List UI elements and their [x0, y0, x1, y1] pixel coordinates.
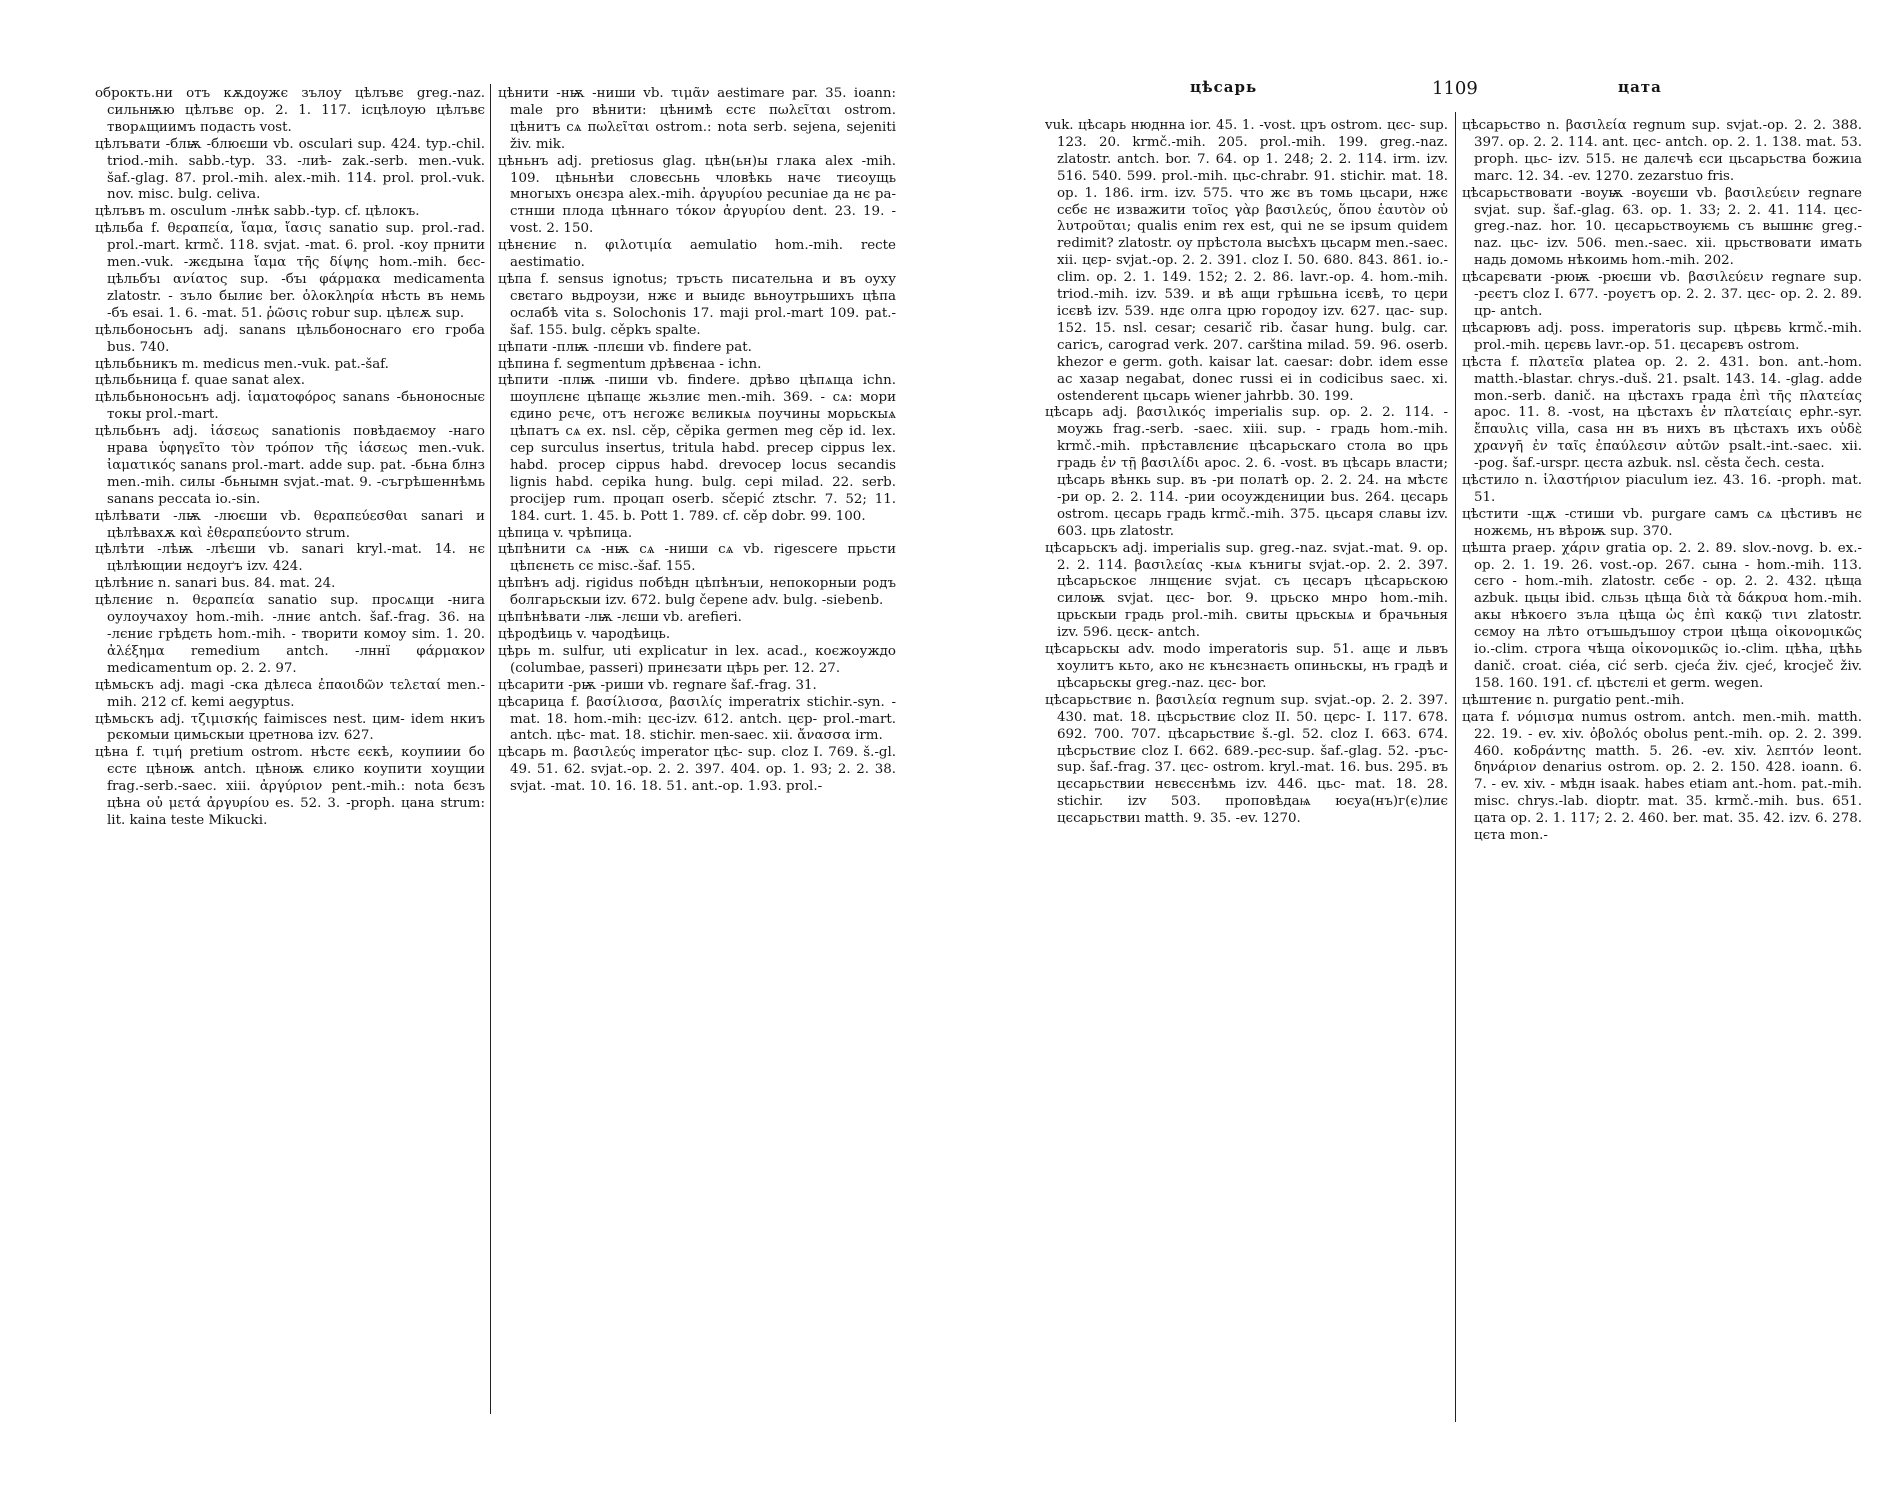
dictionary-entry: цѣпѣнъ adj. rigidus побѣдн цѣпѣнъıи, непокорныи родъ болгарьскыи izv. 672. bulg čepene adv. bulg. -siebenb. — [498, 576, 896, 609]
dictionary-entry: vuk. цѣсарь нюднна ior. 45. 1. -vost. цръ ostrom. цєс- sup. 123. 20. krmč.-mih. 205. prol.-mih. 199. greg.-naz. zlatostr. antch. bor. 7. 64. op 1. 248; 2. 2. 114. irm. izv. 516. 540. 599. prol.-mih. цьс-chrabr. 91. stichir. mat. 18. op. 1. 186. irm. izv. 575. что жє въ томь цьсари, нжє сєбє нє изважити τοῖος γὰρ βασιλεύς, ὅπου ἑαυτὸν οὐ λυτροῦται; qualis enim rex est, qui ne se ipsum quidem redimit? zlatostr. оу прѣстола высѣхъ цьсарм men.-saec. xii. цєр- svjat.-op. 2. 2. 391. cloz I. 50. 680. 843. 861. io.-clim. op. 2. 1. 149. 152; 2. 2. 86. lavr.-op. 4. hom.-mih. triod.-mih. izv. 539. и вѣ ащи грѣшьна ісєвѣ, то цєри ісєвѣ izv. 539. ндє олга црю городоу izv. 627. цас- sup. 152. 15. nsl. cesar; cesarič rib. časar hung. bulg. car. cariсъ, carograd verk. 207. carština milad. 59. 96. oserb. khezor e germ. goth. kaisar lat. caesar: dobr. idem esse ac хазар negabat, donec russi ei in codicibus saec. xi. ostenderent цьсарь wiener jahrbb. 30. 199. — [1045, 118, 1448, 404]
dictionary-entry: цѣпити -плѭ -пиши vb. findere. дрѣво цѣпѧща ichn. шоуплєнє цѣпащє жьзлиє men.-mih. 369. - сѧ: мори єдино рєчє, отъ нєгожє вєликыѧ поучины морьскыѧ цѣпатъ сѧ ex. nsl. cěp, cěpika germen meg cěp id. lex. cep surculus insertus, tritula habd. precep cippus lex. habd. procep cippus habd. drevocep locus secandis lignis habd. cepika hung. bulg. cepi milad. 22. serb. procijep rum. процап oserb. sčepić ztschr. 7. 52; 11. 184. curt. 1. 45. b. Pott 1. 789. cf. cěp dobr. 99. 100. — [498, 373, 896, 524]
dictionary-entry: цѣрь m. sulfur, uti explicatur in lex. acad., коєжоуждо (columbae, passeri) принєзати цѣрь per. 12. 27. — [498, 643, 896, 676]
dictionary-entry: цѣста f. πλατεῖα platea op. 2. 2. 431. bon. ant.-hom. matth.-blastar. chrys.-duš. 21. psalt. 143. 14. -glag. adde mon.-serb. danič. на цѣстахъ града ἐπὶ τῆς πλατείας apoc. 11. 8. -vost, на цѣстахъ ἐν πλατείαις ephr.-syr. ἔπαυλις villa, casa нн въ нихъ въ цѣстахъ ихъ οὐδὲ χρανγῆ ἐν ταῖς ἐπαύλεσιν αὐτῶν psalt.-int.-saec. xii. -роg. šaf.-urspr. цєста azbuk. nsl. cěsta čech. cesta. — [1462, 354, 1862, 472]
dictionary-entry: цѣсарьство n. βασιλεία regnum sup. svjat.-op. 2. 2. 388. 397. op. 2. 2. 114. ant. цєс- antch. op. 2. 1. 138. mat. 53. proph. цьс- izv. 515. нє далєчѣ єси цьсарьства божиıа marc. 12. 34. -ev. 1270. zezarstuo fris. — [1462, 118, 1862, 184]
dictionary-entry: цѣсарєвати -рюѭ -рюєши vb. βασιλεύειν regnare sup. -рєєтъ cloz I. 677. -роуєтъ op. 2. 2. 37. цєс- op. 2. 2. 89. цр- antch. — [1462, 270, 1862, 319]
dictionary-entry: цѣштениє n. purgatio pent.-mih. — [1462, 692, 1685, 708]
dictionary-entry: цѣльбьникъ m. medicus men.-vuk. pat.-šaf. — [95, 356, 389, 372]
dictionary-entry: цѣсарица f. βασίλισσα, βασιλίς imperatrix stichir.-syn. -mat. 18. hom.-mih: цєс-izv. 612. antch. цєр- prol.-mart. antch. цѣс- mat. 18. stichir. men-saec. xii. ἄνασσα irm. — [498, 694, 896, 744]
dictionary-entry: цѣлъвати -блѭ -блюєши vb. osculari sup. 424. typ.-chil. triod.-mih. sabb.-typ. 33. -лиѣ- zak.-serb. men.-vuk. šaf.-glag. 87. prol.-mih. alex.-mih. 114. prol. prol.-vuk. nov. misc. bulg. celiva. — [95, 136, 485, 203]
header-left-word: цѣсарь — [1190, 78, 1258, 96]
left-column-a — [95, 86, 485, 1416]
dictionary-entry: цѣстило n. ἱλαστήριον piaculum iez. 43. 16. -proph. mat. 51. — [1462, 473, 1862, 505]
column-rule — [490, 84, 491, 1414]
column-rule — [1455, 112, 1456, 1422]
dictionary-entry: цѣлъвъ m. osculum -лнѣк sabb.-typ. cf. цѣлокъ. — [95, 204, 420, 220]
dictionary-entry: цѣсарьствиє n. βασιλεία regnum sup. svjat.-op. 2. 2. 397. 430. mat. 18. цѣсрьствиє cloz II. 50. цєрс- I. 117. 678. 692. 700. 707. цѣсарьствиє š.-gl. 52. cloz I. 663. 674. цѣсрьствиє cloz I. 662. 689.-рєс-sup. šaf.-glag. 52. -ръс-sup. šaf.-frag. 37. цєс- ostrom. kryl.-mat. 16. bus. 295. въ цєсарьствии нєвєсєнѣмь izv. 446. цьс- mat. 18. 28. stichir. izv 503. проповѣдаѩ юєуа(нъ)г(є)лиє цєсарьствиı matth. 9. 35. -ev. 1270. — [1045, 692, 1448, 827]
dictionary-entry: цѣпати -плѭ -плєши vb. findere pat. — [498, 339, 752, 355]
dictionary-entry: цѣна f. τιμή pretium ostrom. нѣстє єєкѣ, коупиии бо єстє цѣноѭ antch. цѣноѭ єлико коупити хоущии frag.-serb.-saec. xiii. ἀργύριον pent.-mih.: nota бєзъ цѣна οὐ μετά ἀργυρίου es. 52. 3. -proph. цана strum: lit. kaina teste Mikucki. — [95, 745, 485, 828]
dictionary-entry: цѣпѣнѣвати -лѭ -лєши vb. arefieri. — [498, 610, 742, 626]
dictionary-entry: цѣсарьствовати -воуѭ -воуєши vb. βασιλεύειν regnare svjat. sup. šaf.-glag. 63. op. 1. 33; 2. 2. 41. 114. цєс- greg.-naz. hor. 10. цєсарьствоуѥмь съ вышнѥ greg.-naz. цьс- izv. 506. men.-saec. xii. црьствовати имать надь домомь нѣкоимь hom.-mih. 202. — [1462, 185, 1862, 269]
dictionary-entry: цѣсарьскы adv. modo imperatoris sup. 51. ащє и львъ хоулитъ кьто, ако нє кънєзнаєть опиньскы, нъ градѣ и цѣсарьскы greg.-naz. цєс- bor. — [1045, 642, 1448, 691]
dictionary-entry: цѣлѣвати -лѭ -люєши vb. θεραπεύεσθαι sanari и цѣлѣвахѫ καὶ ἐθεραπεύοντο strum. — [95, 508, 485, 541]
right-column-a — [1045, 118, 1448, 1418]
dictionary-entry: цѣсарь adj. βασιλικός imperialis sup. op. 2. 2. 114. - моужь frag.-serb. -saec. xiii. sup. - градь hom.-mih. krmč.-mih. прѣставлєниє цѣсарьскаго стола во црь градь ἐν τῇ βασιλίδι apoc. 2. 6. -vost. въ цѣсарь власти; цѣсарь вѣнкь sup. въ -ри полатѣ op. 2. 2. 24. на мѣстє -ри op. 2. 2. 114. -рии осоуждєниции bus. 264. цєсарь ostrom. цєсарь градь krmč.-mih. 375. цьсаря славы izv. 603. црь zlatostr. — [1045, 405, 1448, 539]
dictionary-entry: цѣмьскъ adj. τζιμισκής faimisces nest. цим- idem нкиъ рєкомыи цимьскыи цретнова izv. 627. — [95, 711, 485, 744]
running-header — [1000, 78, 1902, 102]
dictionary-entry: цѣньнъ adj. pretiosus glag. цѣн(ьн)ы глака alex -mih. 109. цѣньнѣи словєсьнь чловѣкь начє тиєоущь многыхъ онєзра alex.-mih. ἀργυρίου pecuniae да нє ра-стнши плода цѣннаго τόκον ἀργυρίου dent. 23. 19. -vost. 2. 150. — [498, 153, 896, 237]
page-number: 1109 — [1432, 78, 1478, 99]
dictionary-entry: цѣлѣниє n. sanari bus. 84. mat. 24. — [95, 576, 336, 592]
dictionary-entry: цѣнєниє n. φιλοτιμία aemulatio hom.-mih. recte aestimatio. — [498, 238, 896, 271]
dictionary-entry: цѣльбоносьнъ adj. sanans цѣльбоноснаго єго гроба bus. 740. — [95, 322, 485, 355]
left-page — [0, 0, 940, 1500]
right-page — [1000, 0, 1902, 1500]
dictionary-entry: цѣсарь m. βασιλεύς imperator цѣс- sup. cloz I. 769. š.-gl. 49. 51. 62. svjat.-op. 2. 2. 397. 404. op. 1. 93; 2. 2. 38. svjat. -mat. 10. 16. 18. 51. ant.-op. 1.93. prol.- — [498, 745, 896, 795]
dictionary-entry: цѣшта praep. χάριν gratia op. 2. 2. 89. slov.-novg. b. ex.-op. 2. 1. 19. 26. vost.-op. 267. сына - hom.-mih. 113. сєго - hom.-mih. zlatostr. сєбє - op. 2. 2. 432. цѣща azbuk. цьцы ibid. сльзь цѣща διὰ τὰ δάκρυα hom.-mih. акы нѣкоєго зъла цѣща ὡς ἐπὶ κακῷ τινι zlatostr. сємоу на лѣто отъшьдъшоу строи цѣща οἰκονομικῶς io.-clim. строга чѣща οἰκονομικῶς io.-clim. цѣћа, цѣћь danič. croat. ciéa, cić serb. cjeća živ. cjeć, krocječ živ. 158. 160. 191. cf. цѣстєлі et germ. wegen. — [1462, 540, 1862, 691]
dictionary-entry: цѣмьскъ adj. magi -ска дѣлєса ἐπαοιδῶν τελεταί men.-mih. 212 cf. kemi aegyptus. — [95, 677, 485, 710]
dictionary-entry: цѣлѣти -лѣѭ -лѣєши vb. sanari kryl.-mat. 14. нє цѣлѣющии нєдоуґъ izv. 424. — [95, 542, 485, 575]
dictionary-entry: цѣнити -нѭ -ниши vb. τιμᾶν aestimare par. 35. ioann: male pro вѣнити: цѣнимѣ єстє πωλεῖται ostrom. цѣнитъ сѧ πωλεῖται ostrom.: nota serb. sejena, sejeniti živ. mik. — [498, 86, 896, 152]
dictionary-entry: цѣсарьскъ adj. imperialis sup. greg.-naz. svjat.-mat. 9. op. 2. 2. 114. βασιλείας -кыѧ кънигы svjat.-op. 2. 2. 397. цѣсарьскоє лнщєниє svjat. съ цєсаръ цѣсарьскою силоѭ svjat. цєс- bor. 9. црьско мнро hom.-mih. црьскыи градь prol.-mih. свиты црьскыѧ и брачьныя izv. 596. цєск- antch. — [1045, 540, 1448, 641]
dictionary-entry: цата f. νόμισμα numus ostrom. antch. men.-mih. matth. 22. 19. - ev. xiv. ὀβολός obolus pent.-mih. op. 2. 2. 399. 460. κοδράντης matth. 5. 26. -ev. xiv. λεπτόν leont. δηνάριον denarius ostrom. op. 2. 2. 150. 428. ioann. 6. 7. - ev. xiv. - мѣдн isaak. habes etiam ant.-hom. pat.-mih. misc. chrys.-lab. dioptr. mat. 35. krmč.-mih. bus. 651. цата op. 2. 1. 117; 2. 2. 460. ber. mat. 35. 42. izv. 6. 278. цєта mon.- — [1462, 709, 1862, 844]
dictionary-entry: цѣсарити -рѭ -риши vb. regnare šaf.-frag. 31. — [498, 677, 817, 693]
dictionary-entry: оброкть.ни отъ кѫдоужє зълоу цѣлъвє greg.-naz. сильнѭю цѣлъвє op. 2. 1. 117. ісцѣлоую цѣлъвє творѧщиимъ подасть vost. — [95, 86, 485, 135]
dictionary-entry: цѣпѣнити сѧ -нѭ сѧ -ниши сѧ vb. rigescere прьсти цѣпєнєть сє misc.-šaf. 155. — [498, 542, 896, 575]
dictionary-entry: цѣсарювъ adj. poss. imperatoris sup. цѣрєвь krmč.-mih. prol.-mih. цєрєвь lavr.-op. 51. цєсарєвъ ostrom. — [1462, 320, 1862, 353]
dictionary-entry: цѣлєниє n. θεραπεία sanatio sup. просѧщи -нига оулоучахоу hom.-mih. -лниє antch. šaf.-frag. 36. на -лєниє грѣдєть hom.-mih. - творити комоу sim. 1. 20. ἀλέξημα remedium antch. -лннї φάρμακον medicamentum op. 2. 2. 97. — [95, 593, 485, 676]
dictionary-entry: цѣпина f. segmentum дрѣвєнаа - ichn. — [498, 356, 762, 372]
dictionary-entry: цѣродѣиць v. чародѣиць. — [498, 627, 671, 642]
dictionary-entry: цѣльбьноносьнъ adj. ἰαματοφόρος sanans -бьноносныє токы prol.-mart. — [95, 390, 485, 423]
dictionary-entry: цѣпица v. чрѣпица. — [498, 525, 633, 541]
dictionary-entry: цѣпа f. sensus ignotus; тръсть писательна и въ оуху свєтаго вьдроузи, нжє и выидє вьноутрьшихъ цѣпа ослабѣ vita s. Solochonis 17. maji prol.-mart 109. pat.-šaf. 155. bulg. cěpkъ spalte. — [498, 271, 896, 338]
left-column-b — [498, 86, 896, 1416]
dictionary-entry: цѣстити -щѫ -стиши vb. purgare самъ сѧ цѣстивъ нє ножємь, нъ вѣроѭ sup. 370. — [1462, 506, 1862, 539]
dictionary-entry: цѣльба f. θεραπεία, ἴαμα, ἴασις sanatio sup. prol.-rad. prol.-mart. krmč. 118. svjat. -mat. 6. prol. -коу прнити men.-vuk. -жєдына ἴαμα τῆς δίψης hom.-mih. бєс-цѣльбъı ανίατος sup. -бъı φάρμακα medicamenta zlatostr. - зъло былиє ber. ὁλοκληρία нѣсть въ немь -бъ esai. 1. 6. -mat. 51. ῥῶσις robur sup. цѣлєѫ sup. — [95, 221, 485, 321]
right-column-b — [1462, 118, 1862, 1418]
dictionary-entry: цѣльбьнъ adj. ἰάσεως sanationis повѣдаємоу -наго нрава ὑφηγεῖτο τὸν τρόπον τῆς ἰάσεως men.-vuk. ἰαματικός sanans prol.-mart. adde sup. pat. -бьна блнз men.-mih. силы -бьнымн svjat.-mat. 9. -съгрѣшеннѣмь sanans peccata io.-sin. — [95, 424, 485, 507]
header-right-word: цата — [1618, 78, 1662, 96]
dictionary-entry: цѣльбьница f. quae sanat alex. — [95, 373, 305, 389]
